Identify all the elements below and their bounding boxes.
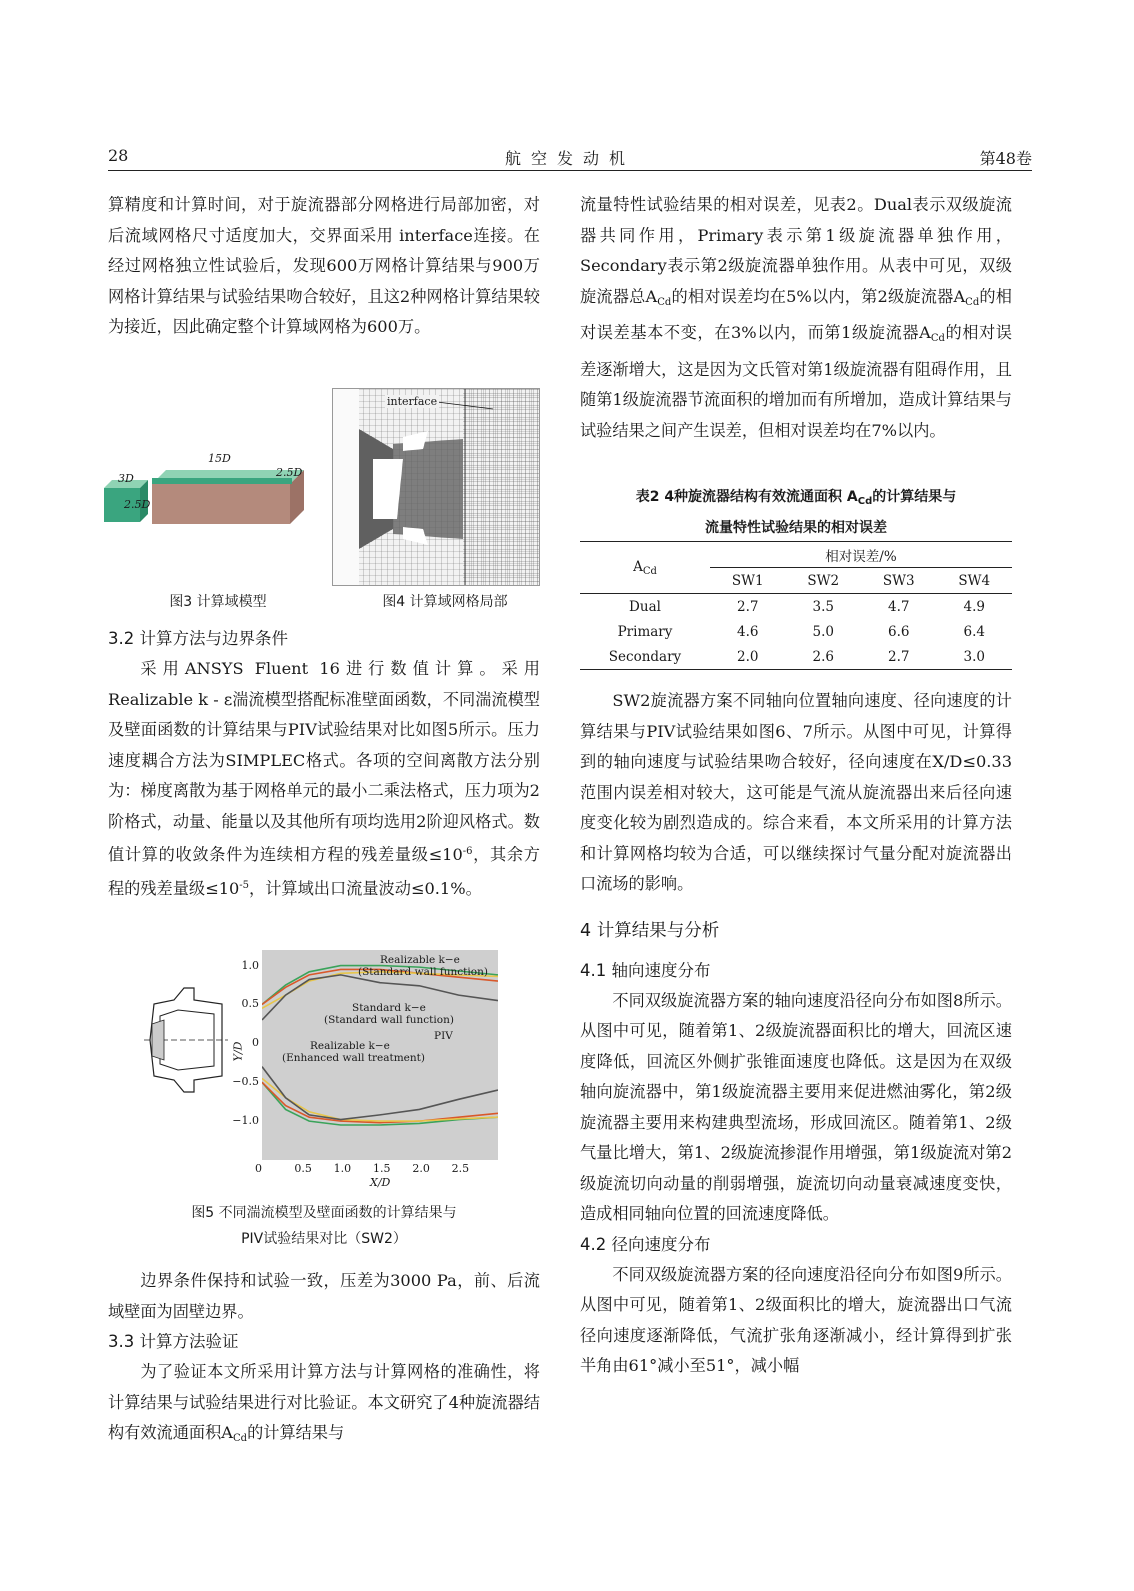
annot-rke-std-wall: (Standard wall function) [358, 966, 488, 978]
dim-2-5d-left: 2.5D [124, 498, 151, 511]
y-tick-label: 0 [252, 1036, 259, 1050]
x-tick-label: 0.5 [294, 1162, 312, 1175]
annot-rke-enh: Realizable k−e [310, 1040, 390, 1052]
annot-rke-std: Realizable k−e [380, 954, 460, 966]
table-row [580, 644, 1012, 670]
table-cell: Dual [629, 598, 661, 615]
table-cell: 2.6 [812, 648, 834, 665]
left-para-4 [108, 1357, 540, 1455]
table-header-group: 相对误差/% [710, 542, 1012, 568]
section-4-1-title: 4.1 轴向速度分布 [580, 960, 711, 980]
table-cell: Primary [617, 623, 673, 640]
mesh-graphic [333, 389, 539, 585]
table-col-sw3: SW3 [882, 572, 915, 589]
section-4-2-title: 4.2 径向速度分布 [580, 1234, 711, 1254]
figure-5 [144, 950, 504, 1190]
table-2-caption-sub: Cd [857, 496, 873, 507]
right-para-2: SW2旋流器方案不同轴向位置轴向速度、径向速度的计算结果与PIV试验结果如图6、7所示。从图中可见，计算得到的轴向速度与试验结果吻合较好，径向速度在X/D≤0.33范围内误差相对较大，这可能是气流从旋流器出来后径向速度变化较为剧烈造成的。综合来看，本文所采用的计算方法和计算网格均较为合适，可以继续探讨气量分配对旋流器出口流场的影响。 [580, 691, 1012, 893]
para2-exp-2: -5 [239, 879, 250, 891]
dim-3d: 3D [118, 472, 134, 485]
interface-label: interface [387, 395, 438, 408]
journal-title: 航空发动机 [504, 149, 635, 168]
section-3-2-title: 3.2 计算方法与边界条件 [108, 629, 288, 648]
figure-5-caption [108, 1200, 540, 1252]
right-para-4: 不同双级旋流器方案的径向速度沿径向分布如图9所示。从图中可见，随着第1、2级面积比的增大，旋流器出口气流径向速度逐渐降低，气流扩张角逐渐减小，经计算得到扩张半角由61°减小至51°，减小幅 [580, 1264, 1012, 1375]
r-para1-sub2: Cd [965, 296, 980, 308]
table-cell: 2.7 [888, 648, 910, 665]
left-column [108, 190, 540, 343]
y-tick-label: 1.0 [241, 958, 259, 972]
table-cell: 5.0 [812, 623, 834, 640]
table-cell: 4.9 [963, 598, 985, 615]
figure-3-caption: 图3 计算域模型 [169, 594, 267, 610]
table-cell: 2.7 [737, 598, 759, 615]
y-tick-label: −0.5 [232, 1075, 259, 1089]
para4-text-b: 的计算结果与 [247, 1423, 345, 1442]
section-4-title: 4 计算结果与分析 [580, 920, 720, 941]
table-row [580, 594, 1012, 620]
left-column-2 [108, 624, 540, 904]
figure-3 [104, 440, 324, 550]
table-header-acd [580, 542, 710, 594]
table-2-block [580, 484, 1012, 670]
right-para-3: 不同双级旋流器方案的轴向速度沿径向分布如图8所示。从图中可见，随着第1、2级旋流器面积比的增大，回流区速度降低，回流区外侧扩张锥面速度也降低。这是因为在双级轴向旋流器中，第1级旋流器主要用来促进燃油雾化，第2级旋流器主要用来构建典型流场，形成回流区。随着第1、2级气量比增大，第1、2级旋流掺混作用增强，第1级旋流对第2级旋流切向动量的削弱增强，旋流切向动量衰减速度变快，造成相同轴向位置的回流速度降低。 [580, 990, 1012, 1223]
right-para-1 [580, 190, 1012, 446]
page-number: 28 [108, 146, 129, 165]
x-tick-label: 2.5 [451, 1162, 470, 1175]
volume: 第48卷 [979, 149, 1032, 168]
r-para1-d: 的相对误差逐渐增大，这是因为文氏管对第1级旋流器有阻碍作用，且随第1级旋流器节流面积的增加而有所增加，造成计算结果与试验结果之间产生误差，但相对误差均在7%以内。 [580, 323, 1012, 440]
figure-5-caption-line-2: PIV试验结果对比（SW2） [241, 1231, 407, 1247]
table-cell: 6.4 [963, 623, 985, 640]
table-col-sw4: SW4 [958, 572, 991, 589]
r-para1-b: 的相对误差均在5%以内，第2级旋流器A [671, 286, 966, 306]
table-2-caption-line-1 [580, 484, 1012, 515]
figure-4-caption: 图4 计算域网格局部 [382, 594, 508, 610]
r-para1-sub3: Cd [930, 333, 945, 344]
r-para1-sub1: Cd [657, 296, 672, 308]
x-tick-label: 0 [255, 1162, 262, 1175]
figure-4 [332, 388, 540, 586]
para2-text-b: ，其余方程的残差量级≤10 [108, 845, 540, 898]
para2-text-a: 采用ANSYS Fluent 16进行数值计算。采用Realizable k - ε湍流模型搭配标准壁面函数，不同湍流模型及壁面函数的计算结果与PIV试验结果对比如图5所示。压力速度耦合方法为SIMPLEC格式。各项的空间离散方法分别为：梯度离散为基于网格单元的最小二乘法格式，压力项为2阶格式，动量、能量以及其他所有项均选用2阶迎风格式。数值计算的收敛条件为连续相方程的残差量级≤10 [108, 659, 540, 864]
table-header-acd-sub: Cd [642, 565, 657, 577]
table-cell: 2.0 [737, 648, 759, 665]
section-3-3-title: 3.3 计算方法验证 [108, 1332, 239, 1351]
para4-text-a: 为了验证本文所采用计算方法与计算网格的准确性，将计算结果与试验结果进行对比验证。本文研究了4种旋流器结构有效流通面积A [108, 1362, 540, 1442]
y-axis-label: Y/D [231, 1041, 245, 1062]
x-tick-label: 1.5 [373, 1162, 391, 1175]
x-tick-labels [255, 1160, 498, 1176]
annot-ske-std-wall: (Standard wall function) [324, 1014, 454, 1026]
table-row [580, 619, 1012, 644]
r-para1-c: 的相对误差基本不变，在3%以内，而第1级旋流器A [580, 286, 1012, 342]
annot-piv: PIV [434, 1030, 453, 1042]
table-cell: 3.0 [963, 648, 985, 665]
left-column-3 [108, 1266, 540, 1455]
table-col-sw2: SW2 [807, 572, 840, 589]
x-tick-label: 2.0 [412, 1162, 430, 1175]
figure-5-caption-line-1: 图5 不同湍流模型及壁面函数的计算结果与 [191, 1205, 457, 1221]
dim-2-5d-right: 2.5D [276, 466, 303, 479]
annot-rke-enh-wall: (Enhanced wall treatment) [282, 1052, 425, 1064]
table-header-acd-main: A [633, 558, 643, 575]
para2-exp-1: -6 [462, 846, 473, 857]
table-2-caption-b: 的计算结果与 [872, 489, 957, 505]
x-axis-label: X/D [370, 1176, 391, 1189]
left-para-3: 边界条件保持和试验一致，压差为3000 Pa，前、后流域壁面为固壁边界。 [108, 1271, 540, 1321]
table-2-caption [580, 484, 1012, 541]
page-header [108, 142, 1032, 171]
para2-text-c: ，计算域出口流量波动≤0.1%。 [249, 878, 482, 898]
right-column [580, 190, 1012, 446]
table-cell: 4.7 [888, 598, 910, 615]
table-col-sw1: SW1 [731, 572, 764, 589]
table-cell: Secondary [608, 648, 682, 665]
x-tick-label: 1.0 [333, 1162, 352, 1175]
table-cell: 6.6 [888, 623, 910, 640]
r-para1-a: 流量特性试验结果的相对误差，见表2。Dual表示双级旋流器共同作用，Primary表示第1级旋流器单独作用，Secondary表示第2级旋流器单独作用。从表中可见，双级旋流器总A [580, 195, 1012, 306]
y-tick-label: −1.0 [232, 1114, 259, 1128]
left-para-2 [108, 654, 540, 904]
left-para-1: 算精度和计算时间，对于旋流器部分网格进行局部加密，对后流域网格尺寸适度加大，交界面采用 interface连接。在经过网格独立性试验后，发现600万网格计算结果与900万网格计算结果与试验结果吻合较好，且这2种网格计算结果较为接近，因此确定整个计算域网格为600万。 [108, 195, 540, 336]
table-2 [580, 541, 1012, 670]
table-2-caption-line-2: 流量特性试验结果的相对误差 [705, 520, 887, 536]
y-tick-label: 0.5 [241, 997, 259, 1011]
right-column-2 [580, 686, 1012, 1382]
table-2-caption-a: 表2 4种旋流器结构有效流通面积 A [635, 489, 858, 505]
para4-sub: Cd [233, 1433, 248, 1444]
swirler-schematic [144, 980, 228, 1100]
dim-15d: 15D [208, 452, 231, 465]
table-cell: 4.6 [737, 623, 759, 640]
annot-ske-std: Standard k−e [352, 1002, 426, 1014]
table-cell: 3.5 [812, 598, 834, 615]
